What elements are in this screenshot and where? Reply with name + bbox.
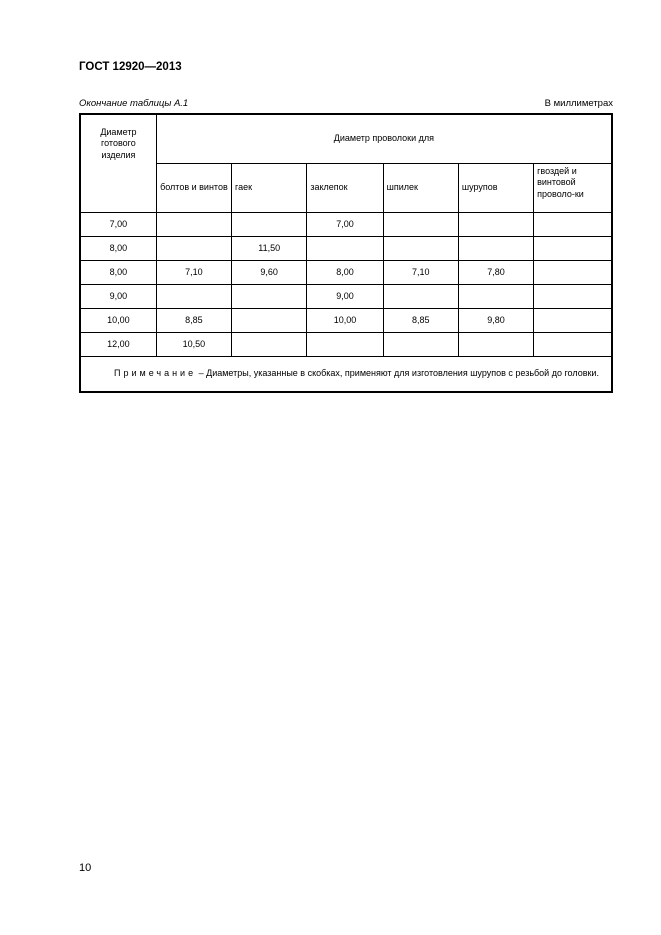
cell: [534, 261, 612, 285]
cell: 12,00: [80, 333, 156, 357]
cell: [232, 285, 307, 309]
cell: 9,60: [232, 261, 307, 285]
cell: [383, 237, 458, 261]
cell: [383, 213, 458, 237]
cell: [534, 333, 612, 357]
cell: 8,85: [156, 309, 231, 333]
cell: [458, 285, 533, 309]
cell: 8,00: [80, 261, 156, 285]
cell: [232, 333, 307, 357]
cell: 10,50: [156, 333, 231, 357]
cell: [307, 237, 383, 261]
cell: [458, 213, 533, 237]
cell: [534, 237, 612, 261]
cell: [232, 213, 307, 237]
cell: 8,00: [80, 237, 156, 261]
cell: 9,80: [458, 309, 533, 333]
table-row: [80, 333, 612, 357]
header-nails-screw-wire: гвоздей и винтовой проволо-ки: [534, 164, 612, 213]
page-number: 10: [79, 862, 92, 874]
header-nuts: гаек: [232, 164, 307, 213]
units-label: В миллиметрах: [544, 98, 613, 109]
table-row: [80, 309, 612, 333]
cell: [156, 213, 231, 237]
cell: [534, 285, 612, 309]
cell: 10,00: [80, 309, 156, 333]
note-text: – Диаметры, указанные в скобках, применяют для изготовления шурупов с резьбой до головки.: [196, 368, 599, 379]
cell: [232, 309, 307, 333]
cell: 9,00: [80, 285, 156, 309]
cell: 9,00: [307, 285, 383, 309]
cell: [534, 309, 612, 333]
header-wire-diameter-group: Диаметр проволоки для: [156, 114, 612, 164]
cell: [156, 237, 231, 261]
table-row: [80, 285, 612, 309]
cell: [383, 285, 458, 309]
cell: [156, 285, 231, 309]
note-label: Примечание: [114, 368, 197, 379]
header-bolts-screws: болтов и винтов: [156, 164, 231, 213]
header-rivets: заклепок: [307, 164, 383, 213]
cell: 10,00: [307, 309, 383, 333]
cell: [458, 333, 533, 357]
cell: 7,00: [307, 213, 383, 237]
cell: 7,10: [156, 261, 231, 285]
table-note: [80, 357, 612, 393]
cell: 7,00: [80, 213, 156, 237]
cell: 7,80: [458, 261, 533, 285]
header-product-diameter: Диаметр готового изделия: [80, 114, 156, 213]
wire-diameter-table: [79, 113, 613, 393]
header-wood-screws: шурупов: [458, 164, 533, 213]
cell: [383, 333, 458, 357]
table-row: [80, 213, 612, 237]
header-studs: шпилек: [383, 164, 458, 213]
table-row: [80, 261, 612, 285]
table-row: [80, 237, 612, 261]
cell: [458, 237, 533, 261]
document-code: ГОСТ 12920—2013: [79, 61, 182, 73]
cell: [307, 333, 383, 357]
cell: 7,10: [383, 261, 458, 285]
cell: 8,00: [307, 261, 383, 285]
cell: 11,50: [232, 237, 307, 261]
cell: [534, 213, 612, 237]
table-caption: Окончание таблицы А.1: [79, 98, 189, 109]
cell: 8,85: [383, 309, 458, 333]
